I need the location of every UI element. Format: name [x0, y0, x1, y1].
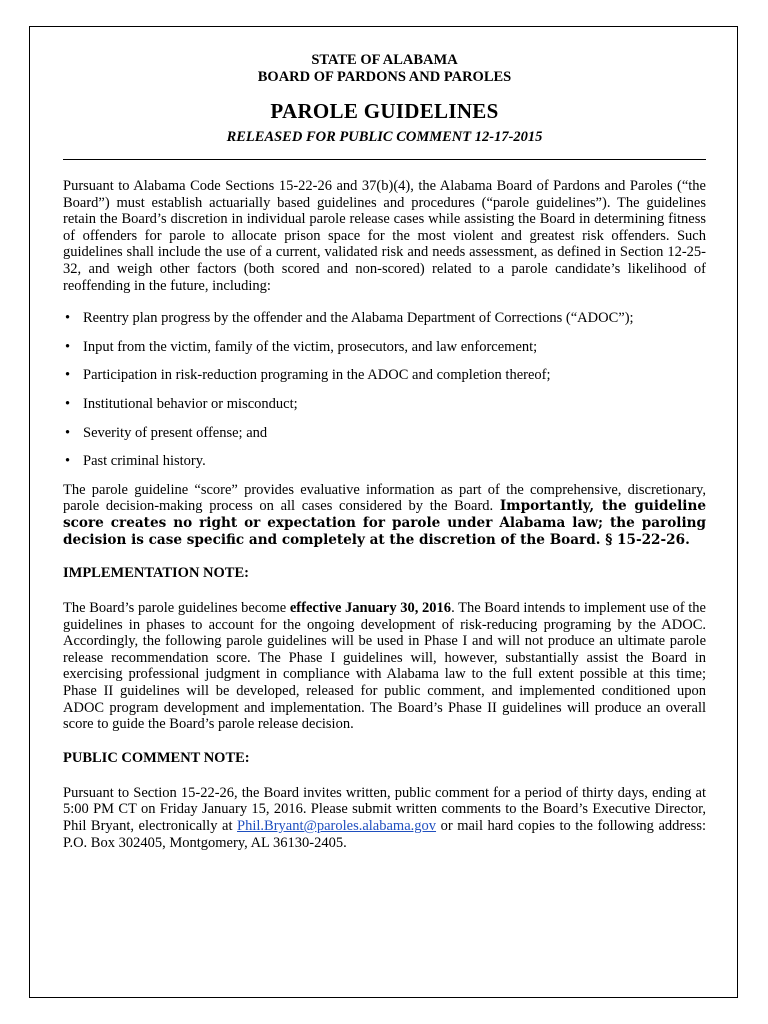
bullet-icon: •	[65, 367, 71, 384]
factor-text: Input from the victim, family of the victim, prosecutors, and law enforcement;	[83, 338, 538, 355]
implementation-body: . The Board intends to implement use of the guidelines in phases to account for the ongoing development of risk-reducing programing by the ADOC. Accordingly, the following parole guidelines will be used in Phase I and will not produce an ultimate parole release recommendation score. The Phase I guidelines will, however, substantially assist the Board in exercising professional judgment in compliance with Alabama law to the full extent possible at this time; Phase II guidelines will be developed, released for public comment, and implemented conditioned upon ADOC program development and implementation. The Board’s Phase II guidelines will produce an overall score to guide the Board’s parole release decision.	[63, 600, 706, 733]
factor-text: Reentry plan progress by the offender and the Alabama Department of Corrections (“ADOC”);	[83, 310, 634, 327]
list-item	[63, 396, 706, 413]
board-heading: BOARD OF PARDONS AND PAROLES	[257, 69, 512, 85]
list-item	[63, 339, 706, 356]
bullet-icon: •	[65, 338, 71, 355]
score-text: The parole guideline “score” provides evaluative information as part of the comprehensive, discretionary, parole decision-making process on all cases considered by the Board.	[63, 481, 706, 515]
factor-text: Past criminal history.	[83, 453, 206, 470]
email-link[interactable]: Phil.Bryant@paroles.alabama.gov	[237, 818, 437, 835]
page-title: PAROLE GUIDELINES	[270, 99, 499, 123]
document-body	[63, 52, 706, 851]
list-item	[63, 453, 706, 470]
public-comment-paragraph	[63, 785, 706, 851]
factors-list	[63, 310, 706, 470]
public-comment-heading: PUBLIC COMMENT NOTE:	[63, 749, 250, 766]
factor-text: Participation in risk-reduction programing in the ADOC and completion thereof;	[83, 367, 551, 384]
score-disclaimer: Importantly, the guideline score creates no right or expectation for parole under Alabama law; the paroling decision is case specific and completely at the discretion of the Board. § 15-22-26.	[63, 498, 706, 548]
factor-text: Severity of present offense; and	[83, 424, 268, 441]
effective-date: effective January 30, 2016	[289, 600, 452, 617]
release-subtitle: RELEASED FOR PUBLIC COMMENT 12-17-2015	[226, 129, 543, 145]
implementation-lead: The Board’s parole guidelines become	[63, 600, 290, 617]
public-comment-lead: Pursuant to Section 15-22-26, the Board invites written, public comment for a period of thirty days, ending at 5:00 PM CT on Friday January 15, 2016. Please submit written comments to the Board’s Executive Director, Phil Bryant, electronically at	[63, 784, 706, 835]
list-item	[63, 310, 706, 327]
public-comment-tail: or mail hard copies to the following address: P.O. Box 302405, Montgomery, AL 36130-2405.	[63, 818, 706, 851]
header-divider	[63, 159, 706, 160]
implementation-heading: IMPLEMENTATION NOTE:	[63, 565, 249, 582]
intro-paragraph: Pursuant to Alabama Code Sections 15-22-26 and 37(b)(4), the Alabama Board of Pardons and Paroles (“the Board”) must establish actuarially based guidelines and procedures (“parole guidelines”). The guidelines retain the Board’s discretion in individual parole release cases while assisting the Board in determining fitness of offenders for parole to allocate prison space for the most violent and greatest risk offenders. Such guidelines shall include the use of a current, validated risk and needs assessment, as defined in Section 12-25-32, and weigh other factors (both scored and non-scored) related to a parole candidate’s likelihood of reoffending in the future, including:	[63, 178, 706, 294]
bullet-icon: •	[65, 310, 71, 327]
bullet-icon: •	[65, 453, 71, 470]
factor-text: Institutional behavior or misconduct;	[83, 395, 298, 412]
list-item	[63, 367, 706, 384]
implementation-paragraph	[63, 600, 706, 733]
score-paragraph	[63, 482, 706, 548]
bullet-icon: •	[65, 395, 71, 412]
state-heading: STATE OF ALABAMA	[311, 52, 458, 68]
list-item	[63, 425, 706, 442]
bullet-icon: •	[65, 424, 71, 441]
